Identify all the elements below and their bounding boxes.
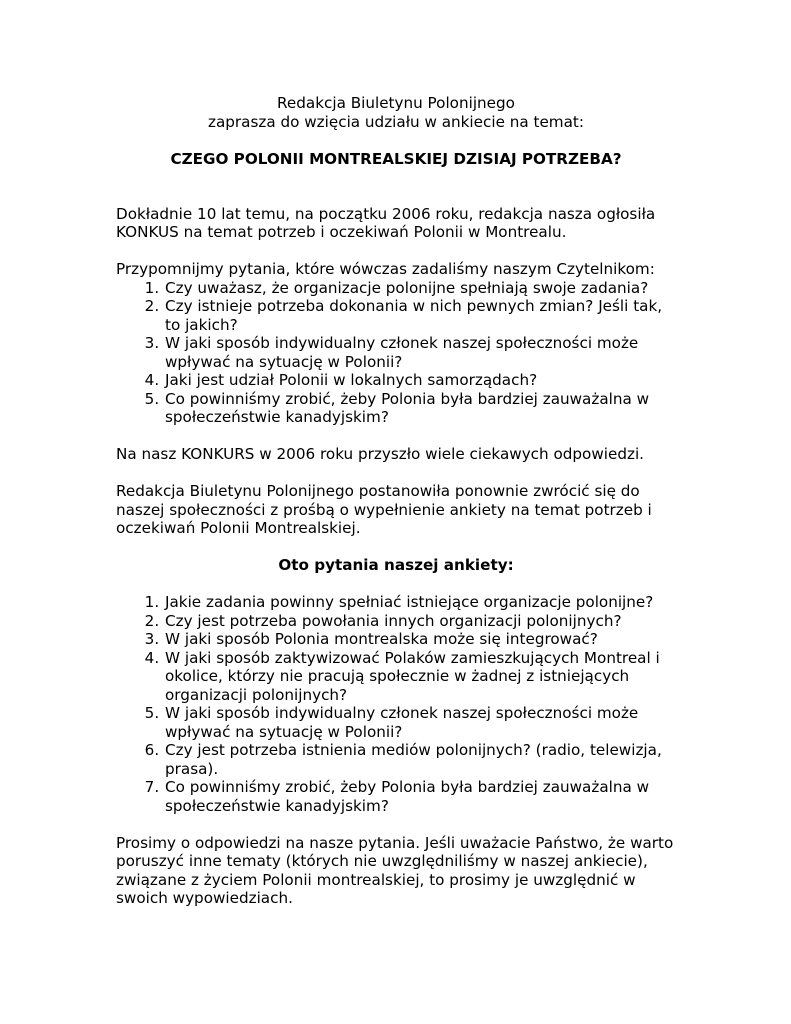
list-item: 5. W jaki sposób indywidualny członek naszej społeczności może wpływać na sytuację w Polonii? (164, 704, 676, 741)
document-title: CZEGO POLONII MONTREALSKIEJ DZISIAJ POTRZEBA? (170, 150, 622, 168)
list-item: 3. W jaki sposób Polonia montrealska może się integrować? (164, 630, 676, 649)
closing-paragraph: Prosimy o odpowiedzi na nasze pytania. Jeśli uważacie Państwo, że warto poruszyć inne tematy (których nie uwzględniliśmy w naszej ankiecie), związane z życiem Polonii montrealskiej, to prosimy je uwzględnić w swoich wypowiedziach. (116, 833, 674, 907)
survey-heading: Oto pytania naszej ankiety: (278, 556, 514, 574)
header (116, 94, 676, 169)
document-page (116, 94, 676, 908)
old-questions-list (116, 279, 676, 427)
list-item: 7. Co powinniśmy zrobić, żeby Polonia była bardziej zauważalna w społeczeństwie kanadyjskim? (164, 778, 676, 815)
reminder-paragraph: Przypomnijmy pytania, które wówczas zadaliśmy naszym Czytelnikom: (116, 260, 655, 278)
list-item: 5. Co powinniśmy zrobić, żeby Polonia była bardziej zauważalna w społeczeństwie kanadyjskim? (164, 390, 676, 427)
konkurs-result-paragraph: Na nasz KONKURS w 2006 roku przyszło wiele ciekawych odpowiedzi. (116, 445, 644, 463)
list-item: 1. Czy uważasz, że organizacje polonijne spełniają swoje zadania? (164, 279, 676, 298)
intro-paragraph: Dokładnie 10 lat temu, na początku 2006 roku, redakcja nasza ogłosiła KONKUS na temat potrzeb i oczekiwań Polonii w Montrealu. (116, 204, 656, 241)
list-item: 1. Jakie zadania powinny spełniać istniejące organizacje polonijne? (164, 593, 676, 612)
survey-questions-list (116, 593, 676, 815)
list-item: 4. Jaki jest udział Polonii w lokalnych samorządach? (164, 371, 676, 390)
list-item: 4. W jaki sposób zaktywizować Polaków zamieszkujących Montreal i okolice, którzy nie pracują społecznie w żadnej z istniejących organizacji polonijnych? (164, 649, 676, 705)
list-item: 3. W jaki sposób indywidualny członek naszej społeczności może wpływać na sytuację w Polonii? (164, 334, 676, 371)
list-item: 2. Czy jest potrzeba powołania innych organizacji polonijnych? (164, 612, 676, 631)
header-line-2: zaprasza do wzięcia udziału w ankiecie na temat: (208, 112, 584, 131)
list-item: 6. Czy jest potrzeba istnienia mediów polonijnych? (radio, telewizja, prasa). (164, 741, 676, 778)
decision-paragraph: Redakcja Biuletynu Polonijnego postanowiła ponownie zwrócić się do naszej społeczności z prośbą o wypełnienie ankiety na temat potrzeb i oczekiwań Polonii Montrealskiej. (116, 482, 652, 537)
header-line-1: Redakcja Biuletynu Polonijnego (277, 94, 515, 112)
list-item: 2. Czy istnieje potrzeba dokonania w nich pewnych zmian? Jeśli tak, to jakich? (164, 297, 676, 334)
